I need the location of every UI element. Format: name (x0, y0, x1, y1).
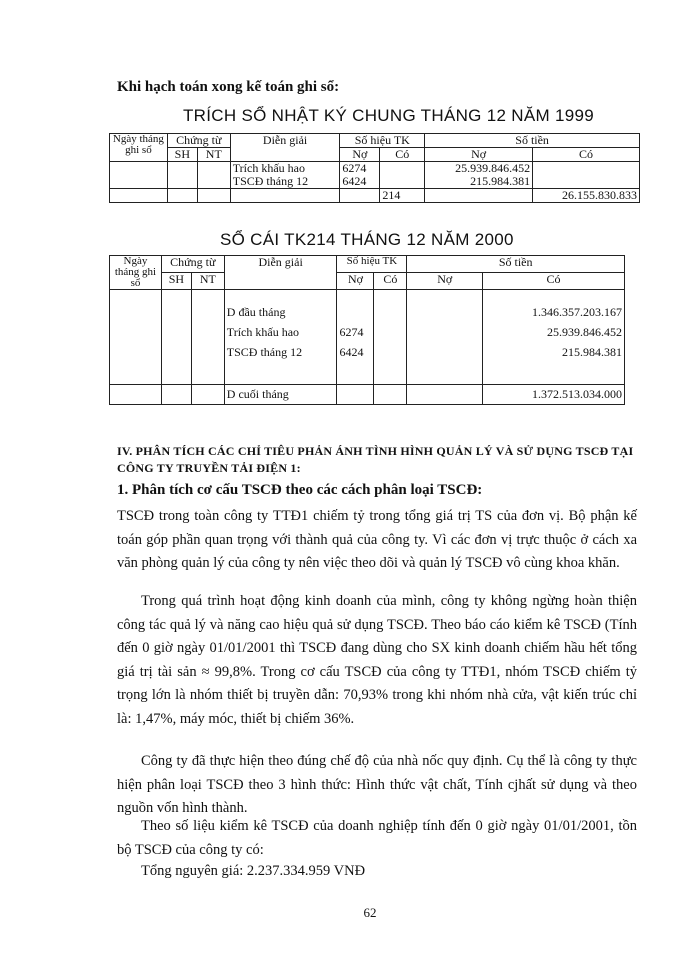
journal-row1-acc: 6274 (342, 161, 367, 175)
journal-h-nt: NT (197, 148, 230, 162)
ledger-h-nt: NT (191, 273, 224, 290)
ledger-row-desc: Trích khấu hao (226, 325, 300, 339)
journal-title: TRÍCH SỔ NHẬT KÝ CHUNG THÁNG 12 NĂM 1999 (183, 106, 594, 125)
ledger-acc-cell (337, 290, 374, 385)
journal-row3-co: 26.155.830.833 (533, 189, 640, 203)
page-number: 62 (363, 905, 377, 920)
journal-acc-no-cell (340, 162, 380, 189)
ledger-h-sh: SH (161, 273, 191, 290)
ledger-end-desc: D cuối tháng (224, 385, 337, 405)
paragraph: Trong quá trình hoạt động kinh doanh của mình, công ty không ngừng hoàn thiện công tác quả lý và năng cao hiệu quả sử dụng TSCĐ. Theo báo cáo kiểm kê TSCĐ (Tính đến 0 giờ ngày 01/01/2001 thì TSCĐ đang dùng cho SX kinh doanh chiếm hầu hết tổng giá trị tài sản ≈ 99,8%. Trong cơ cấu TSCĐ của công ty TTĐ1, nhóm TSCĐ chiếm tỷ trọng lớn là nhóm thiết bị truyền dẫn: 70,93% trong khi nhóm nhà cửa, vật kiến trúc chỉ là: 1,47%, máy móc, thiết bị chiếm 36%. (117, 593, 637, 727)
journal-table (109, 133, 640, 203)
paragraph: Tổng nguyên giá: 2.237.334.959 VNĐ (141, 863, 366, 879)
journal-header-row (110, 134, 640, 148)
ledger-co-cell (483, 290, 625, 385)
ledger-h-date: Ngày tháng ghi sổ (110, 256, 162, 290)
section-1-heading: 1. Phân tích cơ cấu TSCĐ theo các cách phân loại TSCĐ: (117, 482, 483, 498)
journal-data-row (110, 162, 640, 189)
ledger-row-co: 215.984.381 (562, 345, 622, 359)
journal-h-acc-co: Có (380, 148, 425, 162)
journal-h-account: Số hiệu TK (340, 134, 425, 148)
journal-row2-acc: 6424 (342, 174, 367, 188)
ledger-h-acc-no: Nợ (337, 273, 374, 290)
journal-row1-no: 25.939.846.452 (455, 161, 531, 175)
ledger-table (109, 255, 625, 405)
ledger-h-acc-co: Có (374, 273, 407, 290)
paragraph: Công ty đã thực hiện theo đúng chế độ của nhà nốc quy định. Cụ thể là công ty thực hiện phân loại TSCĐ theo 3 hình thức: Hình thức vật chất, Tính cjhất sử dụng và theo nguồn vốn hình thành. (117, 753, 637, 816)
ledger-row-co: 1.346.357.203.167 (532, 305, 622, 319)
journal-subheader-row (110, 148, 640, 162)
journal-row1-desc: Trích khấu hao (232, 161, 305, 175)
journal-h-amt-no: Nợ (425, 148, 533, 162)
ledger-row-acc: 6424 (339, 345, 364, 359)
journal-row3-acc: 214 (380, 189, 425, 203)
journal-h-amount: Số tiền (425, 134, 640, 148)
journal-h-desc: Diễn giải (230, 134, 340, 162)
ledger-subheader-row (110, 273, 625, 290)
ledger-row-desc: D đầu tháng (226, 305, 286, 319)
ledger-body-row (110, 290, 625, 385)
ledger-h-voucher: Chứng từ (161, 256, 224, 273)
ledger-desc-cell (224, 290, 337, 385)
journal-desc-cell (230, 162, 340, 189)
ledger-h-amt-co: Có (483, 273, 625, 290)
ledger-row-desc: TSCĐ tháng 12 (226, 345, 303, 359)
ledger-end-co: 1.372.513.034.000 (483, 385, 625, 405)
intro-text: Khi hạch toán xong kế toán ghi sổ: (117, 79, 340, 95)
ledger-header-row (110, 256, 625, 273)
ledger-row-acc (339, 302, 371, 322)
journal-row2-no: 215.984.381 (470, 174, 531, 188)
ledger-end-row (110, 385, 625, 405)
journal-h-date: Ngày tháng ghi sổ (110, 134, 168, 162)
journal-total-row (110, 189, 640, 203)
journal-h-acc-no: Nợ (340, 148, 380, 162)
journal-h-amt-co: Có (533, 148, 640, 162)
journal-amt-no-cell (425, 162, 533, 189)
journal-h-voucher: Chứng từ (167, 134, 230, 148)
ledger-h-amt-no: Nợ (407, 273, 483, 290)
ledger-row-acc: 6274 (339, 325, 364, 339)
ledger-title: SỔ CÁI TK214 THÁNG 12 NĂM 2000 (220, 230, 514, 249)
ledger-h-desc: Diễn giải (224, 256, 337, 290)
journal-h-sh: SH (167, 148, 197, 162)
paragraph: Theo số liệu kiểm kê TSCĐ của doanh nghiệp tính đến 0 giờ ngày 01/01/2001, tồn bộ TSCĐ của công ty có: (117, 818, 637, 858)
section-iv-heading: IV. PHÂN TÍCH CÁC CHỈ TIÊU PHẢN ÁNH TÌNH HÌNH QUẢN LÝ VÀ SỬ DỤNG TSCĐ TẠI CÔNG TY TRUYỀN TẢI ĐIỆN 1: (117, 444, 634, 475)
ledger-row-co: 25.939.846.452 (547, 325, 622, 339)
ledger-h-amount: Số tiền (407, 256, 625, 273)
journal-row2-desc: TSCĐ tháng 12 (232, 174, 309, 188)
ledger-h-account: Số hiệu TK (337, 256, 407, 273)
paragraph: TSCĐ trong toàn công ty TTĐ1 chiếm tỷ trong tổng giá trị TS của đơn vị. Bộ phận kế toán góp phần quan trọng với thành quả của công ty. Vì các đơn vị trực thuộc ở cách xa văn phòng quản lý của công ty nên việc theo dõi và quản lý TSCĐ vô cùng khoa khăn. (117, 508, 637, 571)
